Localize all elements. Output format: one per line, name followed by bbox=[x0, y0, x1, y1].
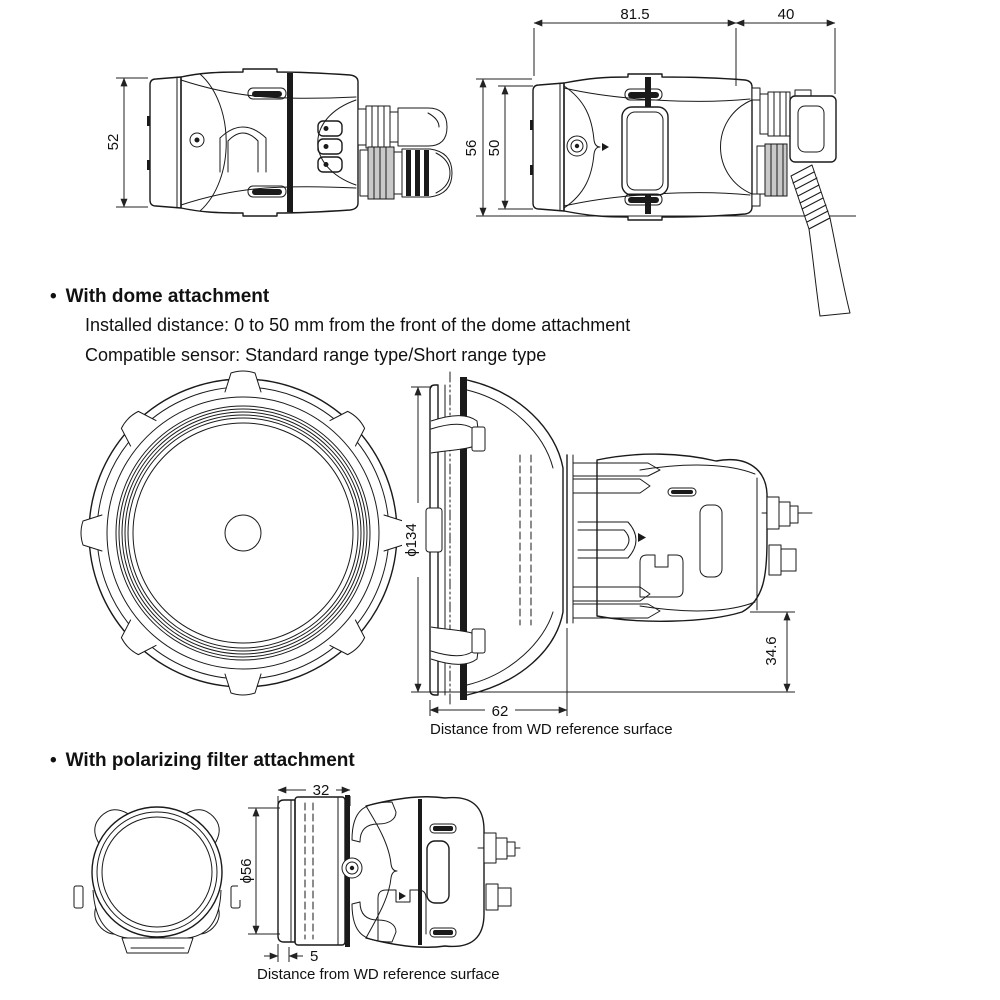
dimension-32 bbox=[278, 781, 350, 810]
dimension-5 bbox=[264, 944, 318, 965]
rear-connectors bbox=[752, 88, 836, 206]
polarizing-filter-side-view bbox=[238, 781, 520, 965]
dim-label-62: 62 bbox=[491, 703, 509, 720]
dome-clamp-bottom bbox=[431, 627, 485, 664]
filter-section-heading bbox=[50, 750, 355, 772]
filter-wd-caption: Distance from WD reference surface bbox=[257, 966, 500, 983]
sensor-head-top-view bbox=[105, 69, 452, 216]
dimension-52 bbox=[105, 78, 148, 207]
dim-label-50: 50 bbox=[486, 139, 503, 157]
dome-clamp-top bbox=[431, 416, 485, 453]
sensor-on-dome bbox=[573, 454, 812, 621]
dome-section-heading bbox=[50, 286, 269, 308]
compatible-sensor-text: Compatible sensor: Standard range type/Short range type bbox=[85, 345, 547, 365]
dim-label-134: ϕ134 bbox=[403, 523, 420, 557]
bullet-icon: • bbox=[50, 750, 57, 771]
dome-attachment-front-view bbox=[81, 371, 405, 695]
bullet-icon: • bbox=[50, 286, 57, 307]
sensor-head-side-view bbox=[463, 6, 856, 316]
dome-attachment-side-view bbox=[402, 372, 812, 720]
cable bbox=[791, 165, 850, 316]
connector-sockets bbox=[318, 121, 342, 172]
dim-label-5: 5 bbox=[310, 948, 319, 965]
dim-label-40: 40 bbox=[777, 6, 795, 23]
polarizing-filter-front-view bbox=[74, 801, 240, 953]
dome-rim-tabs bbox=[81, 371, 405, 695]
dim-label-34-6: 34.6 bbox=[763, 636, 780, 666]
installed-distance-text: Installed distance: 0 to 50 mm from the front of the dome attachment bbox=[85, 315, 631, 335]
dim-label-56: 56 bbox=[463, 139, 480, 157]
upper-connector bbox=[358, 106, 447, 148]
dim-label-81-5: 81.5 bbox=[620, 6, 650, 23]
dimension-56-filter bbox=[238, 808, 280, 934]
dome-center-lens bbox=[225, 515, 261, 551]
filter-heading-text: With polarizing filter attachment bbox=[65, 750, 355, 771]
lower-connector bbox=[360, 147, 452, 199]
filter-foot bbox=[122, 938, 193, 953]
dome-wd-caption: Distance from WD reference surface bbox=[430, 721, 673, 738]
dim-label-52: 52 bbox=[105, 133, 122, 151]
dim-label-32: 32 bbox=[312, 782, 330, 799]
sensor-on-filter bbox=[342, 797, 520, 948]
dome-heading-text: With dome attachment bbox=[65, 286, 270, 307]
dimension-34-6 bbox=[750, 612, 795, 692]
dim-label-56-filter: ϕ56 bbox=[238, 858, 255, 884]
